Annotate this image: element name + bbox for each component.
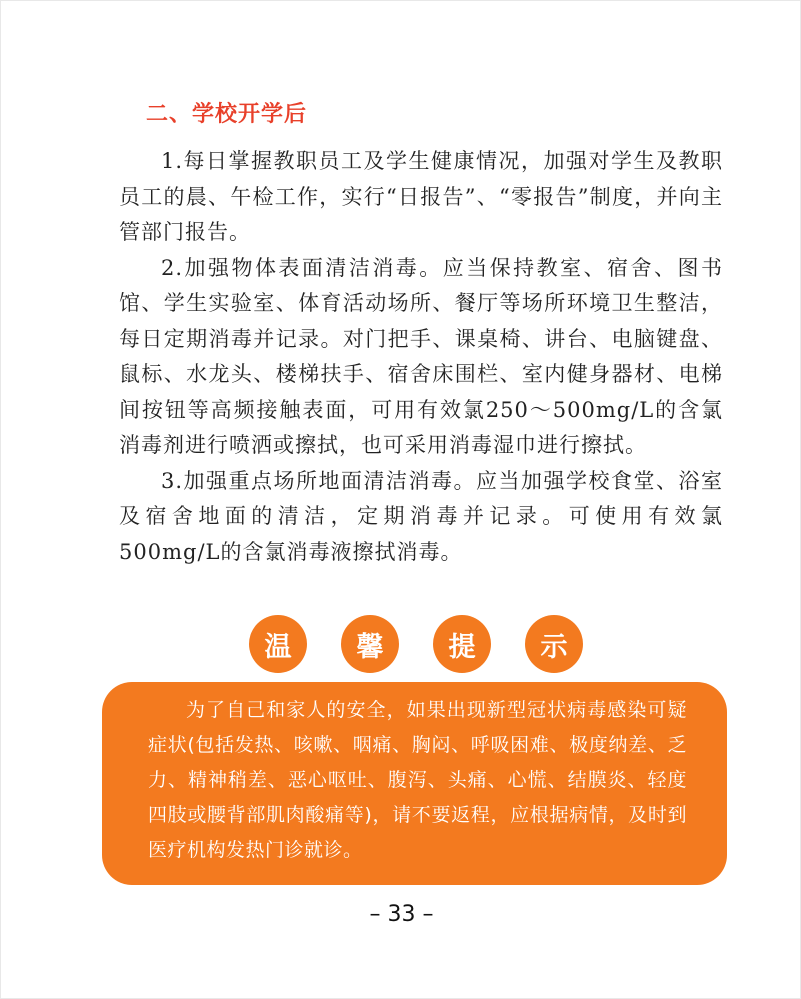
tips-title bbox=[249, 615, 583, 677]
body-text bbox=[119, 144, 723, 570]
section-heading: 二、学校开学后 bbox=[146, 102, 308, 127]
paragraph-2: 2.加强物体表面清洁消毒。应当保持教室、宿舍、图书馆、学生实验室、体育活动场所、餐厅等场所环境卫生整洁，每日定期消毒并记录。对门把手、课桌椅、讲台、电脑键盘、鼠标、水龙头、楼梯扶手、宿舍床围栏、室内健身器材、电梯间按钮等高频接触表面，可用有效氯250～500mg/L的含氯消毒剂进行喷洒或擦拭，也可采用消毒湿巾进行擦拭。 bbox=[119, 255, 723, 457]
tips-title-char-3: 提 bbox=[433, 615, 491, 673]
tips-title-char-2: 馨 bbox=[341, 615, 399, 673]
tips-title-char-1: 温 bbox=[249, 615, 307, 673]
tips-box bbox=[102, 682, 727, 885]
tips-text: 为了自己和家人的安全，如果出现新型冠状病毒感染可疑症状(包括发热、咳嗽、咽痛、胸闷、呼吸困难、极度纳差、乏力、精神稍差、恶心呕吐、腹泻、头痛、心慌、结膜炎、轻度四肢或腰背部肌肉酸痛等)，请不要返程，应根据病情，及时到医疗机构发热门诊就诊。 bbox=[148, 699, 687, 861]
page-number: – 33 – bbox=[369, 902, 434, 927]
paragraph-3: 3.加强重点场所地面清洁消毒。应当加强学校食堂、浴室及宿舍地面的清洁，定期消毒并记录。可使用有效氯500mg/L的含氯消毒液擦拭消毒。 bbox=[119, 468, 723, 564]
tips-title-char-4: 示 bbox=[525, 615, 583, 673]
paragraph-1: 1.每日掌握教职员工及学生健康情况，加强对学生及教职员工的晨、午检工作，实行“日报告”、“零报告”制度，并向主管部门报告。 bbox=[119, 149, 723, 244]
